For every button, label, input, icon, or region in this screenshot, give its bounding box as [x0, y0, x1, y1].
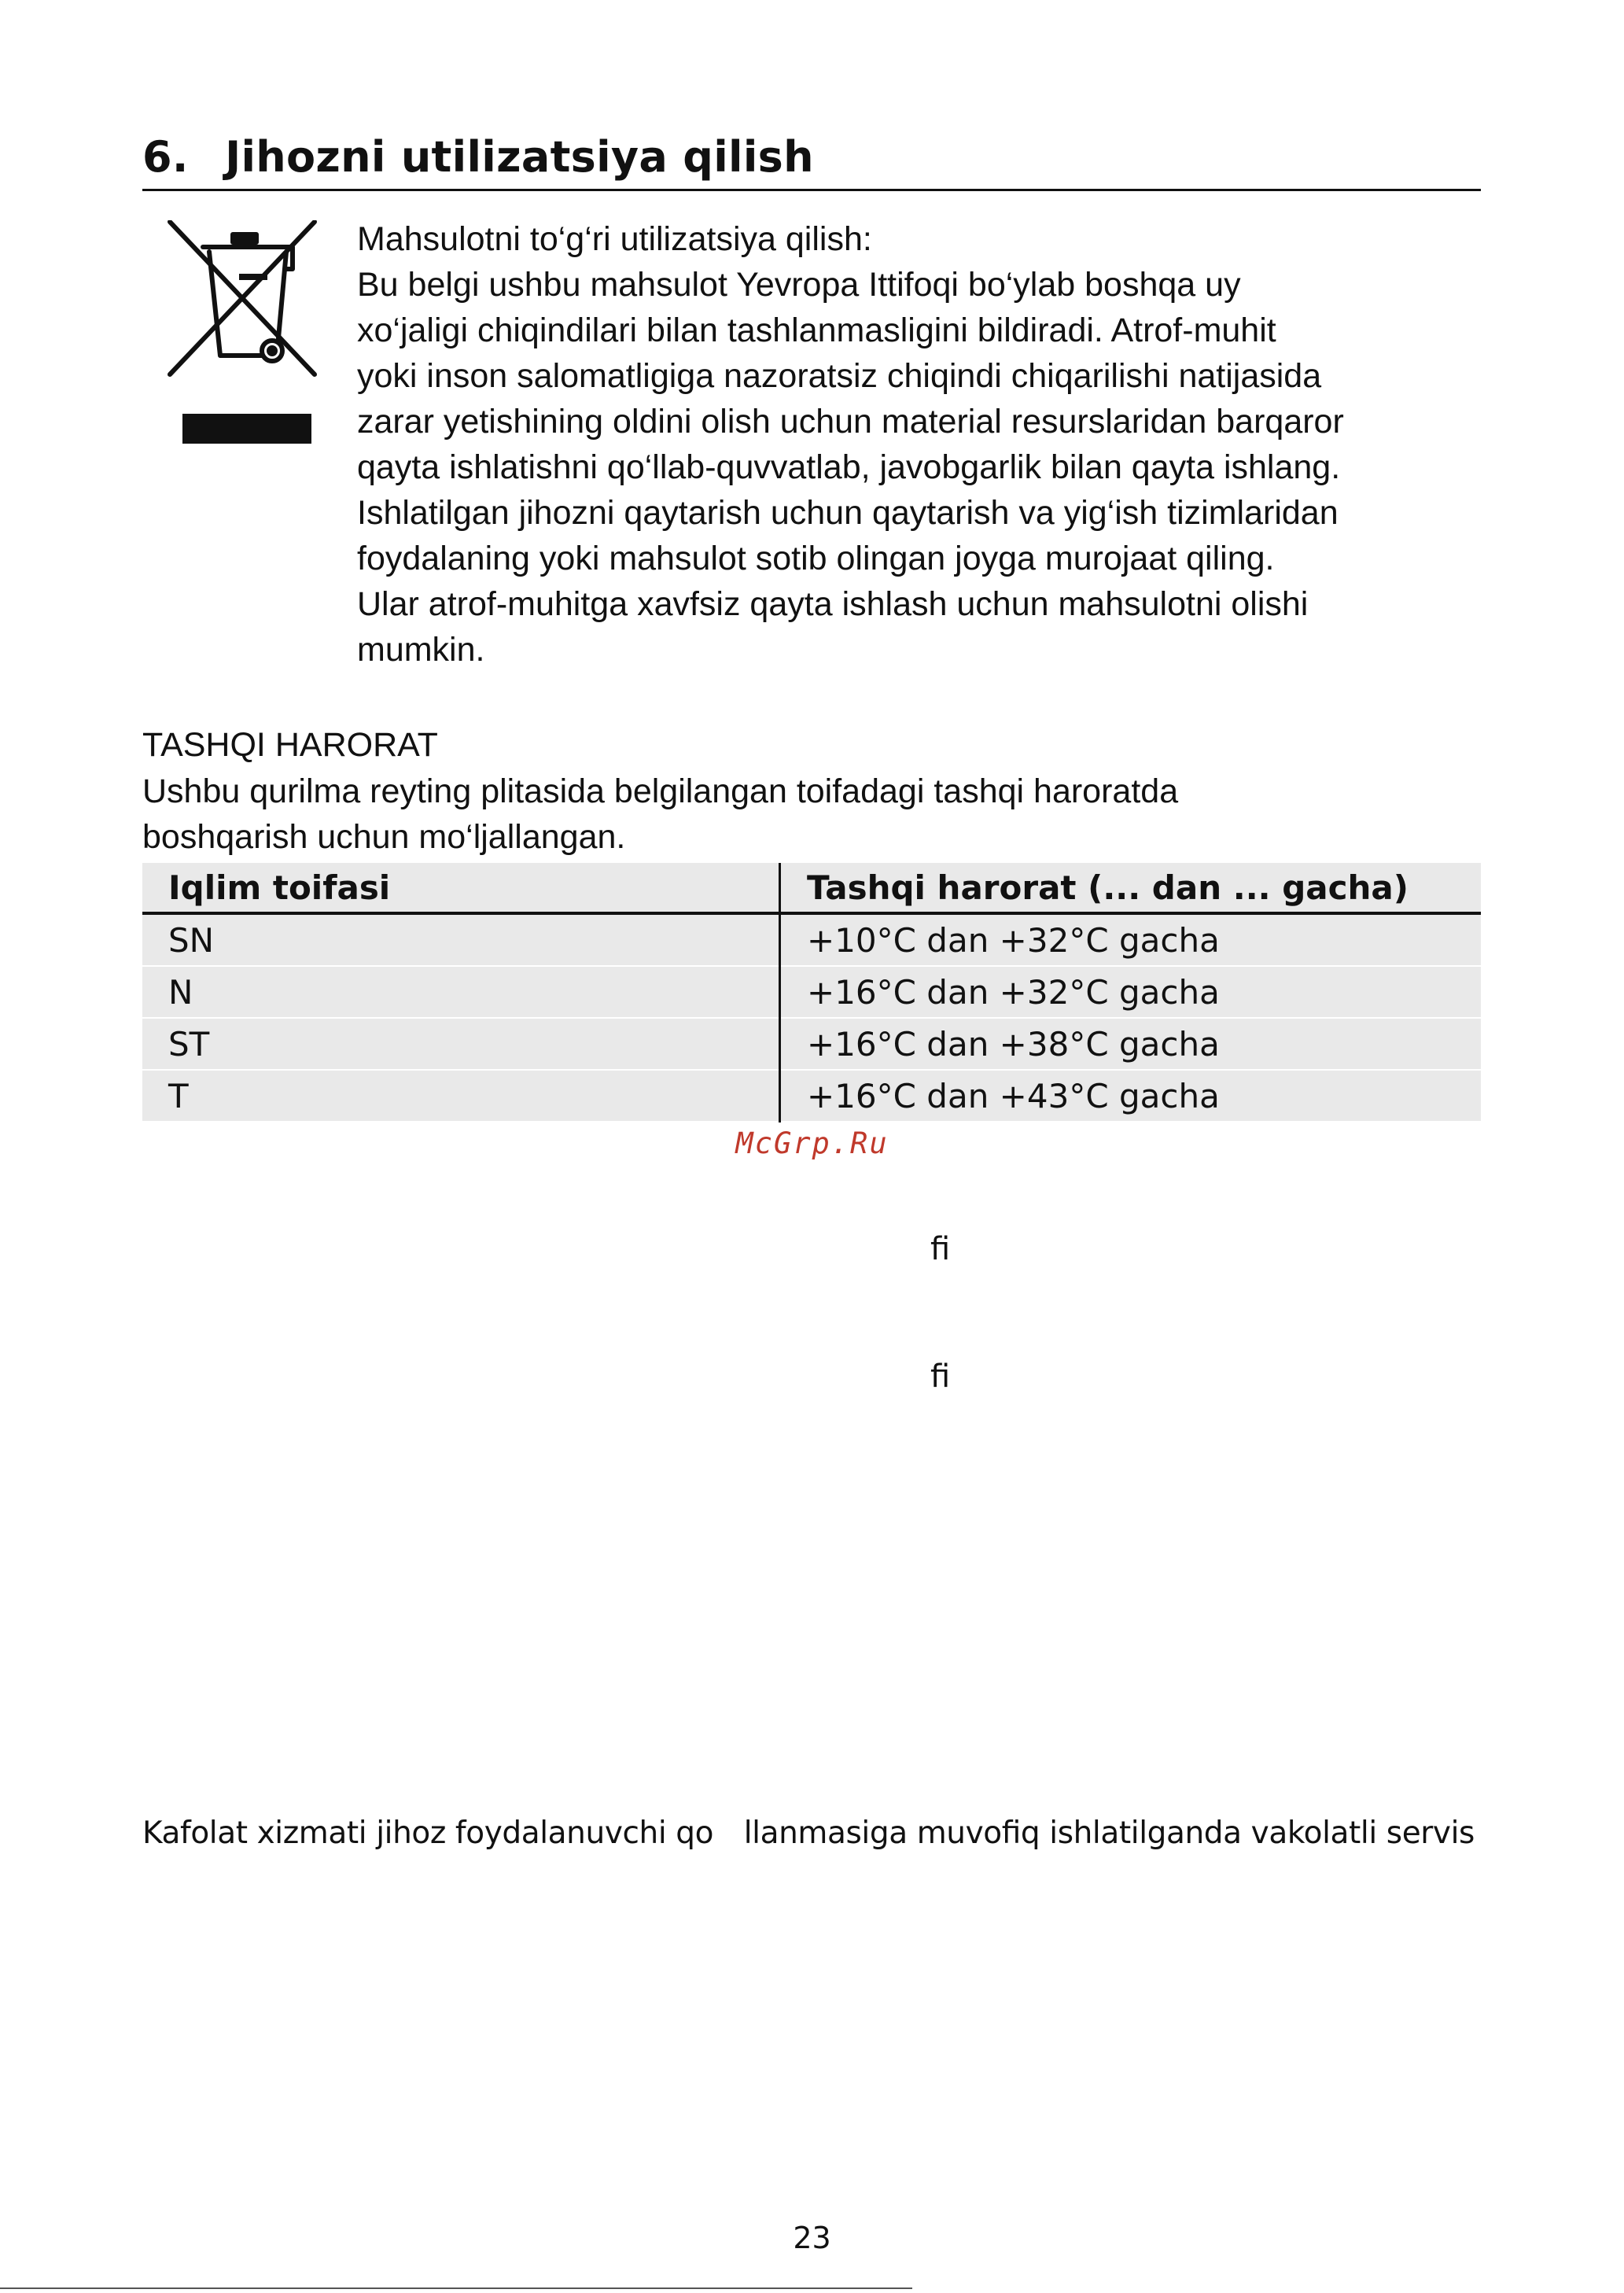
warranty-text: Kafolat xizmati jihoz foydalanuvchi qo llanmasiga muvoﬁq ishlatilganda vakolatli servis	[142, 1816, 1475, 1851]
climate-class-cell: T	[142, 1070, 780, 1122]
climate-class-cell: SN	[142, 913, 780, 966]
disposal-line: Mahsulotni to‘g‘ri utilizatsiya qilish:	[357, 220, 872, 258]
disposal-line: Bu belgi ushbu mahsulot Yevropa Ittifoqi bo‘ylab boshqa uy	[357, 266, 1241, 304]
disposal-line: qayta ishlatishni qo‘llab-quvvatlab, javobgarlik bilan qayta ishlang.	[357, 448, 1341, 486]
climate-class-cell: N	[142, 966, 780, 1018]
table-row	[142, 1018, 1481, 1070]
disposal-line: foydalaning yoki mahsulot sotib olingan joyga murojaat qiling.	[357, 540, 1275, 577]
disposal-paragraph	[357, 216, 1482, 673]
disposal-line: yoki inson salomatligiga nazoratsiz chiqindi chiqarilishi natijasida	[357, 357, 1322, 395]
watermark: McGrp.Ru	[735, 1126, 889, 1160]
temperature-description	[142, 769, 1481, 860]
crossed-out-wheelie-bin-icon	[165, 220, 322, 448]
disposal-line: xo‘jaligi chiqindilari bilan tashlanmasligini bildiradi. Atrof-muhit	[357, 312, 1276, 349]
bottom-rule	[0, 2287, 912, 2289]
table-header-row	[142, 863, 1481, 913]
temperature-range-cell: +10°C dan +32°C gacha	[780, 913, 1482, 966]
disposal-line: Ular atrof-muhitga xavfsiz qayta ishlash uchun mahsulotni olishi	[357, 585, 1309, 623]
temperature-range-cell: +16°C dan +32°C gacha	[780, 966, 1482, 1018]
disposal-line: zarar yetishining oldini olish uchun material resurslaridan barqaror	[357, 403, 1344, 441]
table-row	[142, 913, 1481, 966]
climate-class-table	[142, 863, 1481, 1123]
page-number: 23	[793, 2221, 831, 2255]
temperature-range-cell: +16°C dan +38°C gacha	[780, 1018, 1482, 1070]
stray-ligature: ﬁ	[930, 1358, 951, 1395]
section-heading: 6. Jihozni utilizatsiya qilish	[142, 132, 814, 182]
heading-rule	[142, 189, 1481, 191]
disposal-line: mumkin.	[357, 631, 485, 669]
temperature-desc-line: Ushbu qurilma reyting plitasida belgilangan toifadagi tashqi haroratda	[142, 772, 1179, 810]
table-row	[142, 1070, 1481, 1122]
climate-class-cell: ST	[142, 1018, 780, 1070]
temperature-title: TASHQI HARORAT	[142, 726, 438, 764]
temperature-range-cell: +16°C dan +43°C gacha	[780, 1070, 1482, 1122]
table-row	[142, 966, 1481, 1018]
header-ambient-temperature: Tashqi harorat (... dan ... gacha)	[780, 863, 1482, 913]
header-climate-class: Iqlim toifasi	[142, 863, 780, 913]
disposal-line: Ishlatilgan jihozni qaytarish uchun qaytarish va yig‘ish tizimlaridan	[357, 494, 1339, 532]
stray-ligature: ﬁ	[930, 1231, 951, 1267]
temperature-desc-line: boshqarish uchun mo‘ljallangan.	[142, 818, 626, 856]
